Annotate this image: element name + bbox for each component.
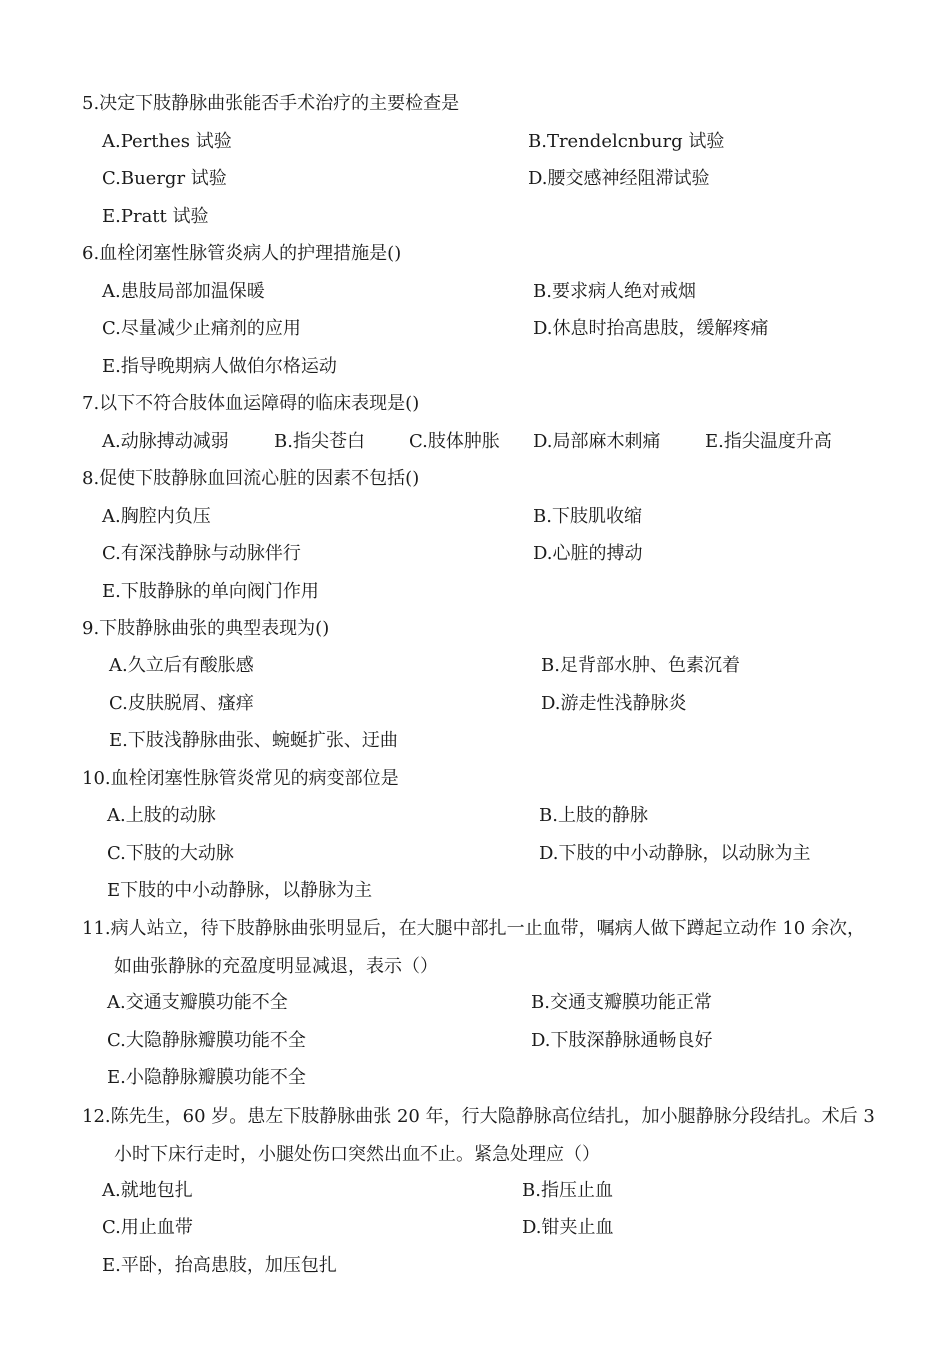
question-9-option-a: A.久立后有酸胀感 — [109, 655, 254, 676]
question-5-option-e: E.Pratt 试验 — [102, 206, 209, 227]
question-11-stem — [82, 910, 882, 985]
question-9-stem: 9.下肢静脉曲张的典型表现为() — [82, 618, 330, 639]
question-7-option-a: A.动脉搏动减弱 — [102, 431, 229, 452]
question-11-option-b: B.交通支瓣膜功能正常 — [531, 992, 712, 1013]
question-10-option-c: C.下肢的大动脉 — [107, 843, 234, 864]
question-10-stem: 10.血栓闭塞性脉管炎常见的病变部位是 — [82, 768, 399, 789]
question-12-option-c: C.用止血带 — [102, 1217, 193, 1238]
question-6-option-e: E.指导晚期病人做伯尔格运动 — [102, 356, 337, 377]
question-8-option-d: D.心脏的搏动 — [533, 543, 643, 564]
question-12-option-d: D.钳夹止血 — [522, 1217, 614, 1238]
question-7-option-c: C.肢体肿胀 — [409, 431, 500, 452]
question-12-stem — [82, 1098, 882, 1173]
question-5-stem: 5.决定下肢静脉曲张能否手术治疗的主要检查是 — [82, 93, 460, 114]
question-6-option-a: A.患肢局部加温保暖 — [102, 281, 265, 302]
question-12-option-b: B.指压止血 — [522, 1180, 613, 1201]
question-5-option-d: D.腰交感神经阻滞试验 — [528, 168, 710, 189]
question-8-option-e: E.下肢静脉的单向阀门作用 — [102, 581, 319, 602]
question-5-option-b: B.Trendelcnburg 试验 — [528, 131, 725, 152]
question-5-option-a: A.Perthes 试验 — [102, 131, 232, 152]
question-6-option-c: C.尽量减少止痛剂的应用 — [102, 318, 301, 339]
question-6-option-b: B.要求病人绝对戒烟 — [533, 281, 696, 302]
question-11-stem-text: 11.病人站立，待下肢静脉曲张明显后，在大腿中部扎一止血带，嘱病人做下蹲起立动作 10 余次，如曲张静脉的充盈度明显减退，表示（） — [82, 918, 865, 977]
question-8-option-b: B.下肢肌收缩 — [533, 506, 642, 527]
question-11-option-a: A.交通支瓣膜功能不全 — [107, 992, 288, 1013]
question-11-option-c: C.大隐静脉瓣膜功能不全 — [107, 1030, 306, 1051]
question-9-option-c: C.皮肤脱屑、瘙痒 — [109, 693, 254, 714]
question-9-option-e: E.下肢浅静脉曲张、蜿蜒扩张、迂曲 — [109, 730, 398, 751]
question-8-stem: 8.促使下肢静脉血回流心脏的因素不包括() — [82, 468, 420, 489]
question-8-option-c: C.有深浅静脉与动脉伴行 — [102, 543, 301, 564]
question-12-option-e: E.平卧，抬高患肢，加压包扎 — [102, 1255, 337, 1276]
question-11-option-d: D.下肢深静脉通畅良好 — [531, 1030, 713, 1051]
question-7-option-d: D.局部麻木刺痛 — [533, 431, 661, 452]
question-5-option-c: C.Buergr 试验 — [102, 168, 227, 189]
question-7-option-e: E.指尖温度升高 — [705, 431, 832, 452]
question-10-option-e: E下肢的中小动静脉，以静脉为主 — [107, 880, 373, 901]
question-12-option-a: A.就地包扎 — [102, 1180, 193, 1201]
question-6-stem: 6.血栓闭塞性脉管炎病人的护理措施是() — [82, 243, 402, 264]
question-7-stem: 7.以下不符合肢体血运障碍的临床表现是() — [82, 393, 420, 414]
question-9-option-b: B.足背部水肿、色素沉着 — [541, 655, 740, 676]
question-10-option-a: A.上肢的动脉 — [107, 805, 216, 826]
question-9-option-d: D.游走性浅静脉炎 — [541, 693, 687, 714]
question-6-option-d: D.休息时抬高患肢，缓解疼痛 — [533, 318, 769, 339]
question-12-stem-text: 12.陈先生，60 岁。患左下肢静脉曲张 20 年，行大隐静脉高位结扎，加小腿静脉分段结扎。术后 3 小时下床行走时，小腿处伤口突然出血不止。紧急处理应（） — [82, 1106, 875, 1165]
question-8-option-a: A.胸腔内负压 — [102, 506, 211, 527]
question-7-option-b: B.指尖苍白 — [274, 431, 365, 452]
question-10-option-d: D.下肢的中小动静脉，以动脉为主 — [539, 843, 811, 864]
question-11-option-e: E.小隐静脉瓣膜功能不全 — [107, 1067, 306, 1088]
question-10-option-b: B.上肢的静脉 — [539, 805, 648, 826]
